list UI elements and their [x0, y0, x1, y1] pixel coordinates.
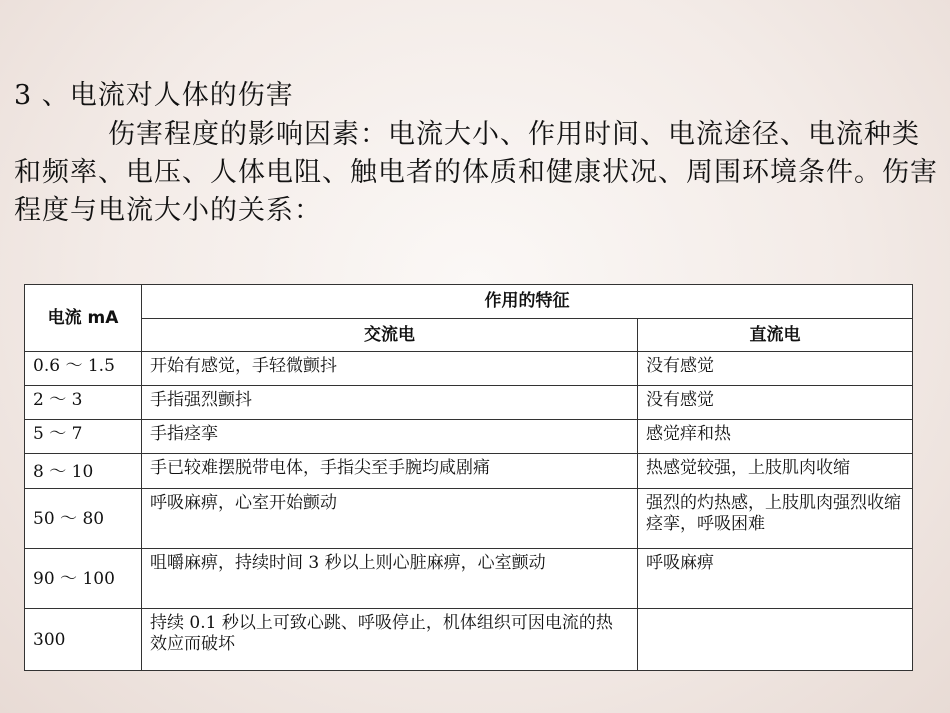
- table-row: [25, 454, 913, 489]
- cell-dc: 没有感觉: [638, 352, 913, 386]
- cell-ac: 手指痉挛: [142, 420, 638, 454]
- cell-current: 0.6 ～ 1.5: [25, 352, 142, 386]
- cell-dc: 强烈的灼热感，上肢肌肉强烈收缩痉挛，呼吸困难: [638, 489, 913, 549]
- cell-dc: 呼吸麻痹: [638, 549, 913, 609]
- cell-dc: 没有感觉: [638, 386, 913, 420]
- cell-ac: 持续 0.1 秒以上可致心跳、呼吸停止，机体组织可因电流的热效应而破坏: [142, 609, 638, 671]
- table-row: [25, 549, 913, 609]
- cell-dc: 感觉痒和热: [638, 420, 913, 454]
- table-row: [25, 386, 913, 420]
- paragraph-text: 伤害程度的影响因素：电流大小、作用时间、电流途径、电流种类和频率、电压、人体电阻、触电者的体质和健康状况、周围环境条件。伤害程度与电流大小的关系：: [14, 119, 938, 226]
- cell-current: 8 ～ 10: [25, 454, 142, 489]
- cell-ac: 咀嚼麻痹，持续时间 3 秒以上则心脏麻痹，心室颤动: [142, 549, 638, 609]
- cell-dc: [638, 609, 913, 671]
- current-effects-table-wrapper: [24, 284, 912, 671]
- table-row: [25, 352, 913, 386]
- cell-ac: 手指强烈颤抖: [142, 386, 638, 420]
- header-dc: 直流电: [638, 319, 913, 352]
- table-row: [25, 609, 913, 671]
- cell-current: 300: [25, 609, 142, 671]
- header-ac: 交流电: [142, 319, 638, 352]
- cell-current: 50 ～ 80: [25, 489, 142, 549]
- table-row: [25, 420, 913, 454]
- table-row: [25, 489, 913, 549]
- cell-ac: 手已较难摆脱带电体，手指尖至手腕均咸剧痛: [142, 454, 638, 489]
- cell-ac: 开始有感觉，手轻微颤抖: [142, 352, 638, 386]
- header-current: 电流 mA: [25, 285, 142, 352]
- header-effect: 作用的特征: [142, 285, 913, 319]
- cell-ac: 呼吸麻痹，心室开始颤动: [142, 489, 638, 549]
- cell-current: 2 ～ 3: [25, 386, 142, 420]
- cell-current: 90 ～ 100: [25, 549, 142, 609]
- current-effects-table: [24, 284, 913, 671]
- intro-paragraph: [14, 116, 938, 230]
- cell-dc: 热感觉较强，上肢肌肉收缩: [638, 454, 913, 489]
- cell-current: 5 ～ 7: [25, 420, 142, 454]
- section-heading: 3 、电流对人体的伤害: [14, 80, 294, 111]
